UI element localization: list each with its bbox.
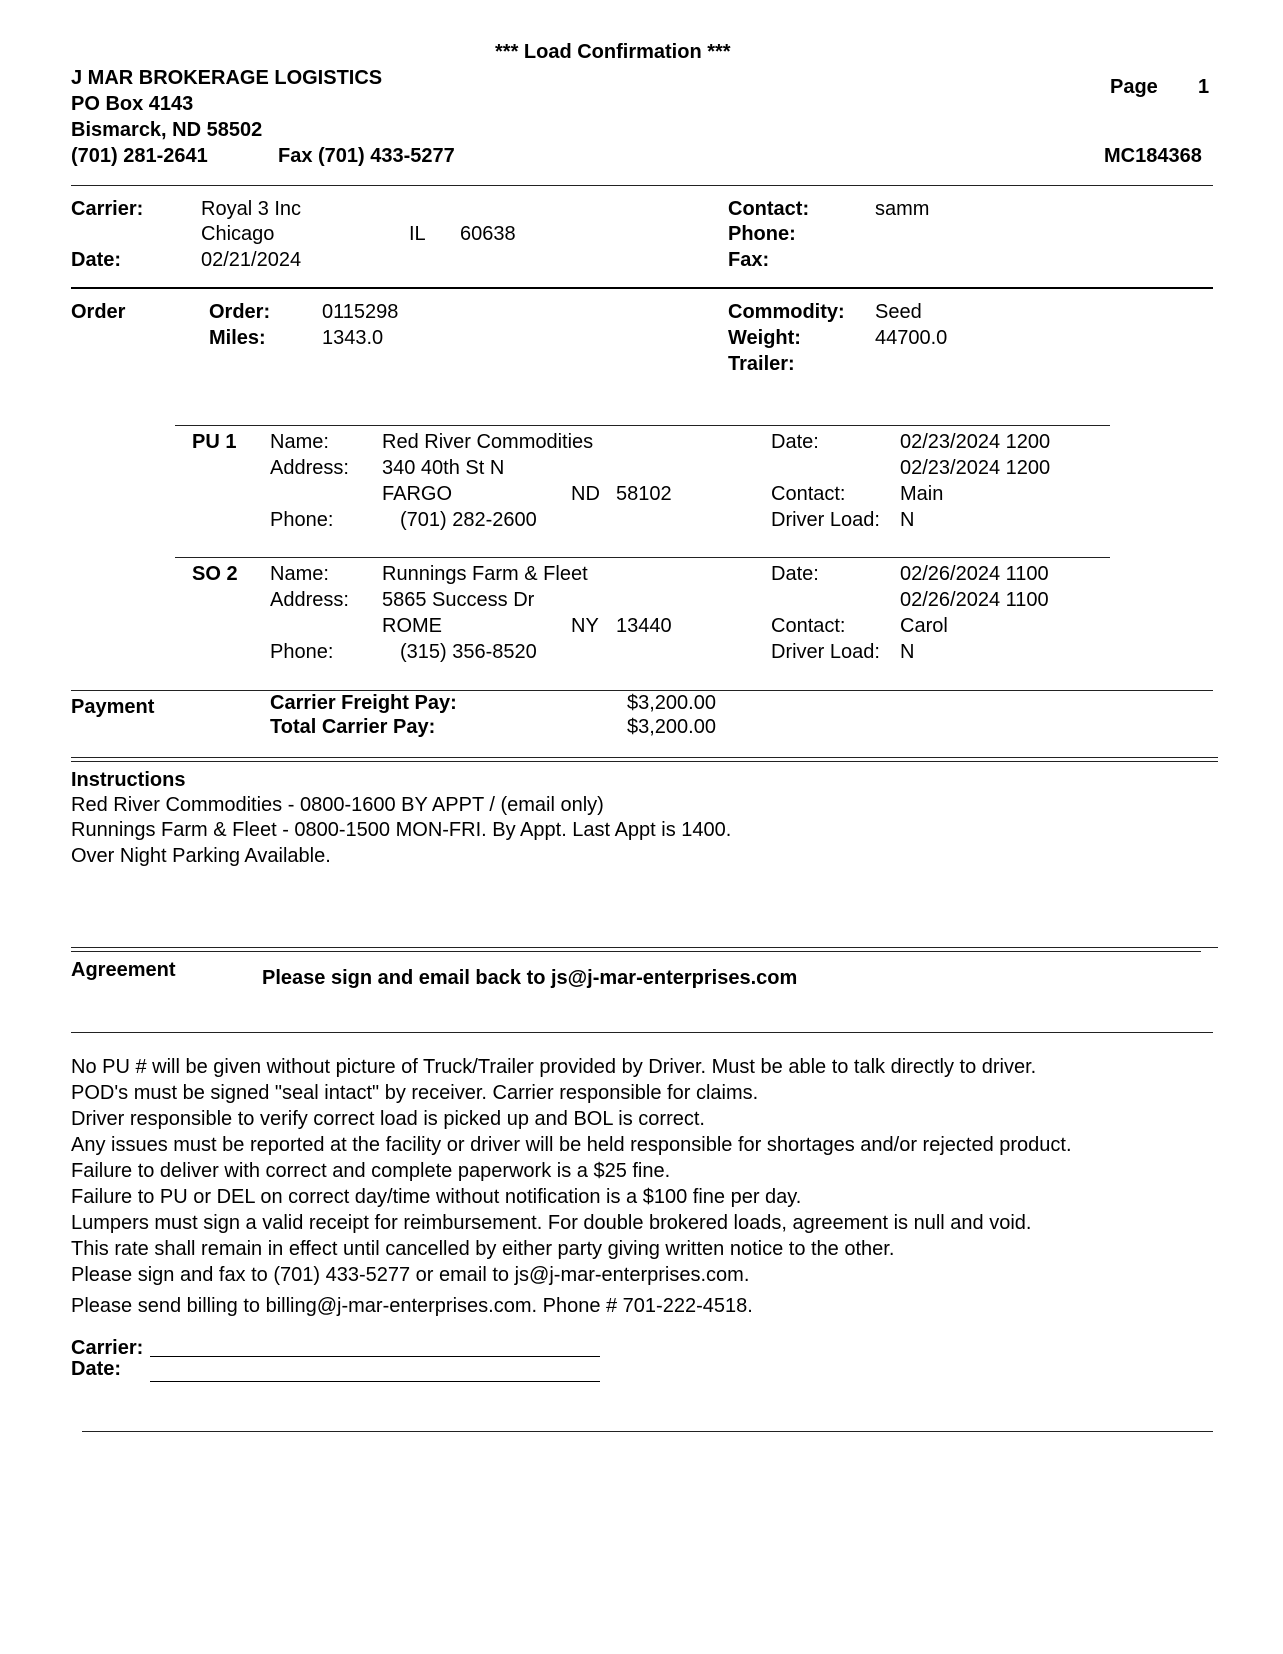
stop-contact-label: Contact: bbox=[771, 483, 846, 505]
company-fax: Fax (701) 433-5277 bbox=[278, 145, 455, 167]
carrier-date-label: Date: bbox=[71, 249, 122, 271]
stop-phone: (315) 356-8520 bbox=[400, 641, 537, 663]
stop-city: FARGO bbox=[382, 483, 453, 505]
divider-stop-1 bbox=[175, 425, 1110, 426]
stop-date-start: 02/26/2024 1100 bbox=[900, 563, 1049, 585]
stop-address: 5865 Success Dr bbox=[382, 589, 535, 611]
carrier-zip: 60638 bbox=[460, 223, 516, 245]
page-label: Page bbox=[1110, 76, 1158, 98]
term-line: No PU # will be given without picture of Truck/Trailer provided by Driver. Must be able to talk directly to driver. bbox=[71, 1056, 1037, 1078]
divider-terms bbox=[71, 1032, 1213, 1033]
instruction-line: Runnings Farm & Fleet - 0800-1500 MON-FRI. By Appt. Last Appt is 1400. bbox=[71, 819, 732, 841]
signature-carrier-line[interactable] bbox=[150, 1356, 600, 1357]
payment-section-label: Payment bbox=[71, 696, 155, 718]
order-commodity-label: Commodity: bbox=[728, 301, 845, 323]
carrier-label: Carrier: bbox=[71, 198, 144, 220]
carrier-state: IL bbox=[409, 223, 426, 245]
stop-contact: Main bbox=[900, 483, 944, 505]
term-line: Please sign and fax to (701) 433-5277 or email to js@j-mar-enterprises.com. bbox=[71, 1264, 750, 1286]
stop-address-label: Address: bbox=[270, 589, 349, 611]
carrier-fax-label: Fax: bbox=[728, 249, 770, 271]
order-number-label: Order: bbox=[209, 301, 271, 323]
signature-date-line[interactable] bbox=[150, 1381, 600, 1382]
stop-name: Runnings Farm & Fleet bbox=[382, 563, 588, 585]
page-number: 1 bbox=[1198, 76, 1210, 98]
stop-address: 340 40th St N bbox=[382, 457, 505, 479]
carrier-contact-label: Contact: bbox=[728, 198, 810, 220]
freight-pay-label: Carrier Freight Pay: bbox=[270, 692, 457, 714]
stop-date-end: 02/26/2024 1100 bbox=[900, 589, 1049, 611]
order-weight-label: Weight: bbox=[728, 327, 801, 349]
carrier-city: Chicago bbox=[201, 223, 275, 245]
stop-state: ND bbox=[571, 483, 600, 505]
divider-carrier bbox=[71, 287, 1213, 289]
stop-name-label: Name: bbox=[270, 431, 329, 453]
freight-pay-amount: $3,200.00 bbox=[627, 692, 716, 714]
stop-date-label: Date: bbox=[771, 431, 819, 453]
stop-state: NY bbox=[571, 615, 599, 637]
company-name: J MAR BROKERAGE LOGISTICS bbox=[71, 67, 383, 89]
carrier-date: 02/21/2024 bbox=[201, 249, 302, 271]
stop-address-label: Address: bbox=[270, 457, 349, 479]
order-number: 0115298 bbox=[322, 301, 399, 323]
divider-footer bbox=[82, 1431, 1213, 1432]
order-trailer-label: Trailer: bbox=[728, 353, 795, 375]
divider-stop-2 bbox=[175, 557, 1110, 558]
stop-phone: (701) 282-2600 bbox=[400, 509, 537, 531]
term-line: This rate shall remain in effect until cancelled by either party giving written notice to the other. bbox=[71, 1238, 895, 1260]
agreement-note: Please sign and email back to js@j-mar-enterprises.com bbox=[262, 967, 798, 989]
carrier-name: Royal 3 Inc bbox=[201, 198, 302, 220]
divider-instructions-top-2 bbox=[71, 761, 1218, 762]
stop-driver-load: N bbox=[900, 509, 915, 531]
term-line: Any issues must be reported at the facility or driver will be held responsible for shortages and/or rejected product. bbox=[71, 1134, 1072, 1156]
stop-phone-label: Phone: bbox=[270, 641, 334, 663]
divider-instructions-top bbox=[71, 757, 1218, 758]
document-title: *** Load Confirmation *** bbox=[495, 41, 731, 63]
carrier-phone-label: Phone: bbox=[728, 223, 796, 245]
agreement-heading: Agreement bbox=[71, 959, 176, 981]
term-line: Driver responsible to verify correct load is picked up and BOL is correct. bbox=[71, 1108, 705, 1130]
stop-contact-label: Contact: bbox=[771, 615, 846, 637]
total-pay-amount: $3,200.00 bbox=[627, 716, 716, 738]
divider-agreement-top bbox=[71, 947, 1218, 948]
company-address-line1: PO Box 4143 bbox=[71, 93, 194, 115]
stop-zip: 13440 bbox=[616, 615, 672, 637]
instructions-heading: Instructions bbox=[71, 769, 186, 791]
stop-code: PU 1 bbox=[192, 431, 237, 453]
signature-carrier-label: Carrier: bbox=[71, 1337, 144, 1359]
divider-header bbox=[71, 185, 1213, 186]
instruction-line: Red River Commodities - 0800-1600 BY APPT / (email only) bbox=[71, 794, 604, 816]
carrier-contact: samm bbox=[875, 198, 930, 220]
order-miles: 1343.0 bbox=[322, 327, 384, 349]
stop-name: Red River Commodities bbox=[382, 431, 594, 453]
stop-phone-label: Phone: bbox=[270, 509, 334, 531]
stop-contact: Carol bbox=[900, 615, 948, 637]
signature-date-label: Date: bbox=[71, 1358, 122, 1380]
total-pay-label: Total Carrier Pay: bbox=[270, 716, 436, 738]
mc-number: MC184368 bbox=[1104, 145, 1202, 167]
stop-driver-load-label: Driver Load: bbox=[771, 641, 880, 663]
order-miles-label: Miles: bbox=[209, 327, 266, 349]
stop-date-start: 02/23/2024 1200 bbox=[900, 431, 1051, 453]
term-line: Lumpers must sign a valid receipt for reimbursement. For double brokered loads, agreement is null and void. bbox=[71, 1212, 1032, 1234]
term-line: Failure to deliver with correct and complete paperwork is a $25 fine. bbox=[71, 1160, 671, 1182]
stop-date-end: 02/23/2024 1200 bbox=[900, 457, 1051, 479]
stop-city: ROME bbox=[382, 615, 442, 637]
term-line: Please send billing to billing@j-mar-enterprises.com. Phone # 701-222-4518. bbox=[71, 1295, 753, 1317]
stop-code: SO 2 bbox=[192, 563, 238, 585]
stop-zip: 58102 bbox=[616, 483, 672, 505]
company-phone: (701) 281-2641 bbox=[71, 145, 208, 167]
stop-date-label: Date: bbox=[771, 563, 819, 585]
term-line: Failure to PU or DEL on correct day/time without notification is a $100 fine per day. bbox=[71, 1186, 802, 1208]
divider-agreement-top-2 bbox=[71, 951, 1201, 952]
stop-driver-load: N bbox=[900, 641, 915, 663]
company-address-line2: Bismarck, ND 58502 bbox=[71, 119, 263, 141]
order-section-label: Order bbox=[71, 301, 126, 323]
stop-name-label: Name: bbox=[270, 563, 329, 585]
order-weight: 44700.0 bbox=[875, 327, 948, 349]
term-line: POD's must be signed "seal intact" by receiver. Carrier responsible for claims. bbox=[71, 1082, 759, 1104]
instruction-line: Over Night Parking Available. bbox=[71, 845, 331, 867]
order-commodity: Seed bbox=[875, 301, 922, 323]
stop-driver-load-label: Driver Load: bbox=[771, 509, 880, 531]
